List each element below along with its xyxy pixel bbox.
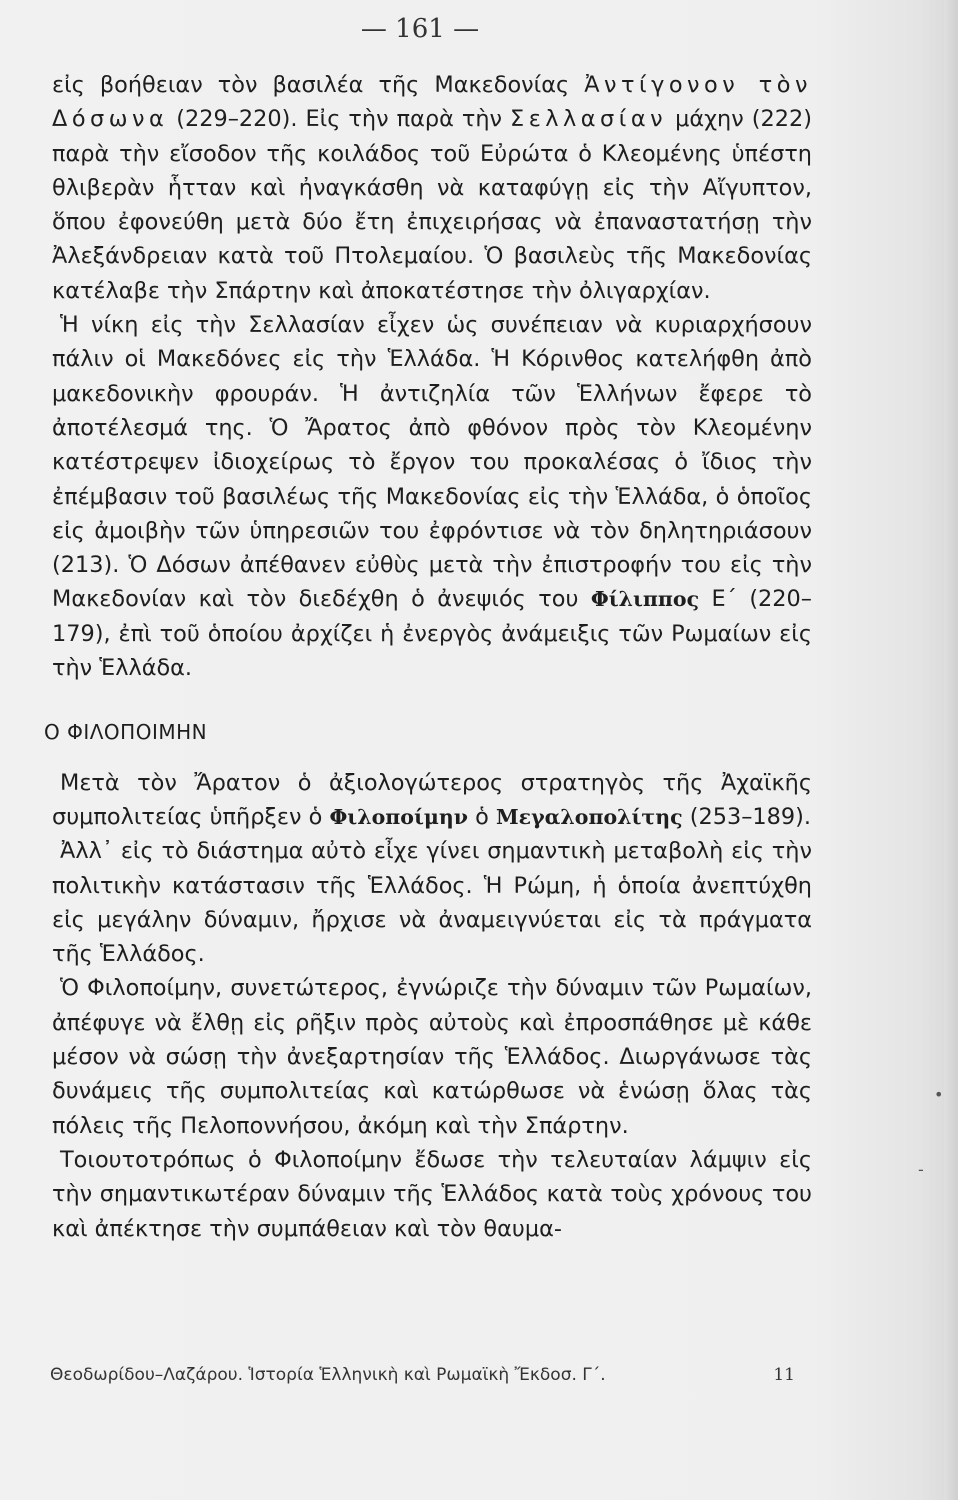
paragraph: Ἡ νίκη εἰς τὴν Σελλασίαν εἶχεν ὡς συνέπειαν νὰ κυριαρχήσουν πάλιν οἱ Μακεδόνες εἰς τὴν Ἑλλάδα. Ἡ Κόρινθος κατελήφθη ἀπὸ μακεδονικὴν φρουράν. Ἡ ἀντιζηλία τῶν Ἑλλήνων ἔφερε τὸ ἀποτέλεσμά της. Ὁ Ἄρατος ἀπὸ φθόνον πρὸς τὸν Κλεομένην κατέστρεψεν ἰδιοχείρως τὸ ἔργον του προκαλέσας ὁ ἴδιος τὴν ἐπέμβασιν τοῦ βασιλέως τῆς Μακεδονίας εἰς τὴν Ἑλλάδα, ὁ ὁποῖος εἰς ἀμοιβὴν τῶν ὑπηρεσιῶν του ἐφρόντισε νὰ τὸν δηλητηριάσουν (213). Ὁ Δόσων ἀπέθανεν εὐθὺς μετὰ τὴν ἐπιστροφήν του εἰς τὴν Μακεδονίαν καὶ τὸν διεδέχθη ὁ ἀνεψιός του Φίλιππος Ε΄ (220–179), ἐπὶ τοῦ ὁποίου ἀρχίζει ἡ ἐνεργὸς ἀνάμειξις τῶν Ρωμαίων εἰς τὴν Ἑλλάδα. — [52, 312, 812, 682]
body-text — [44, 68, 812, 1246]
paragraph: Τοιουτοτρόπως ὁ Φιλοποίμην ἔδωσε τὴν τελευταίαν λάμψιν εἰς τὴν σημαντικωτέραν δύναμιν τῆς Ἑλλάδος κατὰ τοὺς χρόνους του καὶ ἀπέκτησε τὴν συμπάθειαν καὶ τὸν θαυμα- — [52, 1146, 812, 1242]
paragraph: εἰς βοήθειαν τὸν βασιλέα τῆς Μακεδονίας Ἀντίγονον τὸν Δόσωνα (229–220). Εἰς τὴν παρὰ τὴν Σελλασίαν μάχην (222) παρὰ τὴν εἴσοδον τῆς κοιλάδος τοῦ Εὐρώτα ὁ Κλεομένης ὑπέστη θλιβερὰν ἧτταν καὶ ἠναγκάσθη νὰ καταφύγῃ εἰς τὴν Αἴγυπτον, ὅπου ἐφονεύθη μετὰ δύο ἔτη ἐπιχειρήσας νὰ ἐπαναστατήσῃ τὴν Ἀλεξάνδρειαν κατὰ τοῦ Πτολεμαίου. Ὁ βασιλεὺς τῆς Μακεδονίας κατέλαβε τὴν Σπάρτην καὶ ἀποκατέστησε τὴν ὀλιγαρχίαν. — [52, 72, 812, 304]
paragraph: Μετὰ τὸν Ἄρατον ὁ ἀξιολογώτερος στρατηγὸς τῆς Ἀχαϊκῆς συμπολιτείας ὑπῆρξεν ὁ Φιλοποίμην ὁ Μεγαλοπολίτης (253–189). — [52, 769, 812, 830]
paragraph: Ὁ Φιλοποίμην, συνετώτερος, ἐγνώριζε τὴν δύναμιν τῶν Ρωμαίων, ἀπέφυγε νὰ ἔλθῃ εἰς ρῆξιν πρὸς αὐτοὺς καὶ ἐπροσπάθησε μὲ κάθε μέσον νὰ σώσῃ τὴν ἀνεξαρτησίαν τῆς Ἑλλάδος. Διωργάνωσε τὰς δυνάμεις τῆς συμπολιτείας καὶ κατώρθωσε νὰ ἑνώσῃ ὅλας τὰς πόλεις τῆς Πελοποννήσου, ἀκόμη καὶ τὴν Σπάρτην. — [52, 975, 812, 1139]
bold-name-megalopolites: Μεγαλοπολίτης — [495, 804, 683, 829]
paragraph: Ἀλλ᾽ εἰς τὸ διάστημα αὐτὸ εἶχε γίνει σημαντικὴ μεταβολὴ εἰς τὴν πολιτικὴν κατάστασιν τῆς Ἑλλάδος. Ἡ Ρώμη, ἡ ὁποία ἀνεπτύχθη εἰς μεγάλην δύναμιν, ἤρχισε νὰ ἀναμειγνύεται εἰς τὰ πράγματα τῆς Ἑλλάδος. — [52, 838, 812, 968]
margin-dot-mark: • — [934, 1085, 944, 1104]
bold-name-philippos: Φίλιππος — [590, 587, 700, 612]
margin-dash-mark: - — [918, 1160, 924, 1179]
page-number: — 161 — — [360, 14, 480, 44]
section-heading: Ο ΦΙΛΟΠΟΙΜΗΝ — [44, 720, 208, 745]
bold-name-philopoimen: Φιλοποίμην — [329, 804, 469, 829]
footer-citation: Θεοδωρίδου–Λαζάρου. Ἱστορία Ἑλληνικὴ καὶ Ρωμαϊκὴ Ἔκδοσ. Γ΄. — [50, 1365, 606, 1385]
page-footer — [50, 1365, 795, 1385]
spaced-name-sellasia: Σελλασίαν — [510, 106, 668, 133]
spaced-name-antigonos: Ἀντίγονον τὸν Δόσωνα — [52, 72, 812, 133]
page-edge-shadow — [944, 0, 958, 1500]
footer-signature-number: 11 — [773, 1365, 795, 1385]
